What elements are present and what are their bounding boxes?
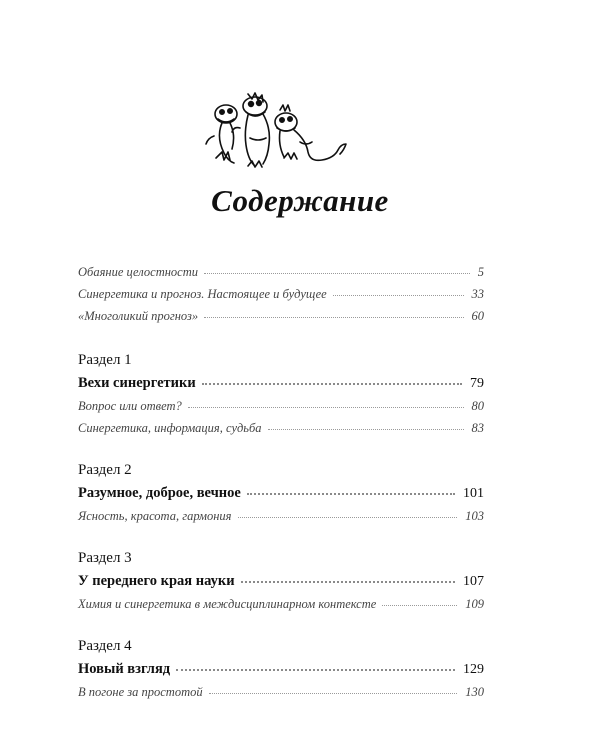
toc-chapter-page: 79 — [470, 375, 484, 391]
leader-dots — [204, 260, 470, 274]
toc-chapter — [78, 568, 484, 590]
toc-entry — [78, 262, 484, 280]
toc-entry — [78, 306, 484, 324]
toc-entry — [78, 284, 484, 302]
toc-entry — [78, 682, 484, 700]
three-dragons-illustration — [200, 88, 350, 178]
toc-chapter — [78, 480, 484, 502]
leader-dots — [333, 282, 464, 296]
toc-entry-title: Химия и синергетика в междисциплинарном контексте — [78, 596, 377, 611]
leader-dots — [238, 504, 458, 518]
toc-entry-title: Вопрос или ответ? — [78, 398, 182, 413]
section-heading: Раздел 1 — [78, 352, 132, 368]
section-heading: Раздел 3 — [78, 550, 132, 566]
middle-dragon-drawing — [232, 93, 269, 167]
toc-entry-title: Ясность, красота, гармония — [78, 508, 232, 523]
toc-entry — [78, 396, 484, 414]
leader-dots — [204, 304, 463, 318]
toc-entry — [78, 506, 484, 524]
toc-entry-title: Обаяние целостности — [78, 264, 199, 279]
toc-entry-title: Синергетика, информация, судьба — [78, 420, 262, 435]
section-heading: Раздел 2 — [78, 462, 132, 478]
leader-dots — [188, 394, 464, 408]
toc-chapter-page: 101 — [463, 485, 484, 501]
toc-entry-page: 60 — [471, 308, 484, 323]
toc-entry-page: 33 — [471, 286, 484, 301]
toc-entry-title: «Многоликий прогноз» — [78, 308, 199, 323]
toc-entry-title: В погоне за простотой — [78, 684, 203, 699]
toc-chapter-title: Новый взгляд — [78, 660, 171, 677]
toc-entry — [78, 418, 484, 436]
leader-dots — [241, 566, 455, 583]
right-dragon-drawing — [275, 105, 346, 160]
toc-chapter-title: Разумное, доброе, вечное — [78, 484, 241, 501]
leader-dots — [202, 368, 462, 385]
toc-chapter-title: У переднего края науки — [78, 572, 235, 589]
leader-dots — [268, 416, 464, 430]
left-dragon-drawing — [206, 105, 237, 163]
toc-chapter — [78, 370, 484, 392]
toc-chapter-page: 107 — [463, 573, 484, 589]
leader-dots — [176, 654, 455, 671]
toc-entry — [78, 594, 484, 612]
toc-entry-page: 5 — [477, 264, 484, 279]
leader-dots — [209, 680, 458, 694]
toc-entry-page: 83 — [471, 420, 484, 435]
toc-chapter-page: 129 — [463, 661, 484, 677]
page-title: Содержание — [211, 183, 389, 218]
leader-dots — [382, 592, 457, 606]
toc-entry-page: 109 — [465, 596, 484, 611]
toc-chapter — [78, 656, 484, 678]
toc-entry-page: 130 — [465, 684, 484, 699]
toc-entry-title: Синергетика и прогноз. Настоящее и будущее — [78, 286, 327, 301]
toc-chapter-title: Вехи синергетики — [78, 374, 196, 391]
toc-entry-page: 103 — [465, 508, 484, 523]
leader-dots — [247, 478, 455, 495]
toc-entry-page: 80 — [471, 398, 484, 413]
section-heading: Раздел 4 — [78, 638, 132, 654]
